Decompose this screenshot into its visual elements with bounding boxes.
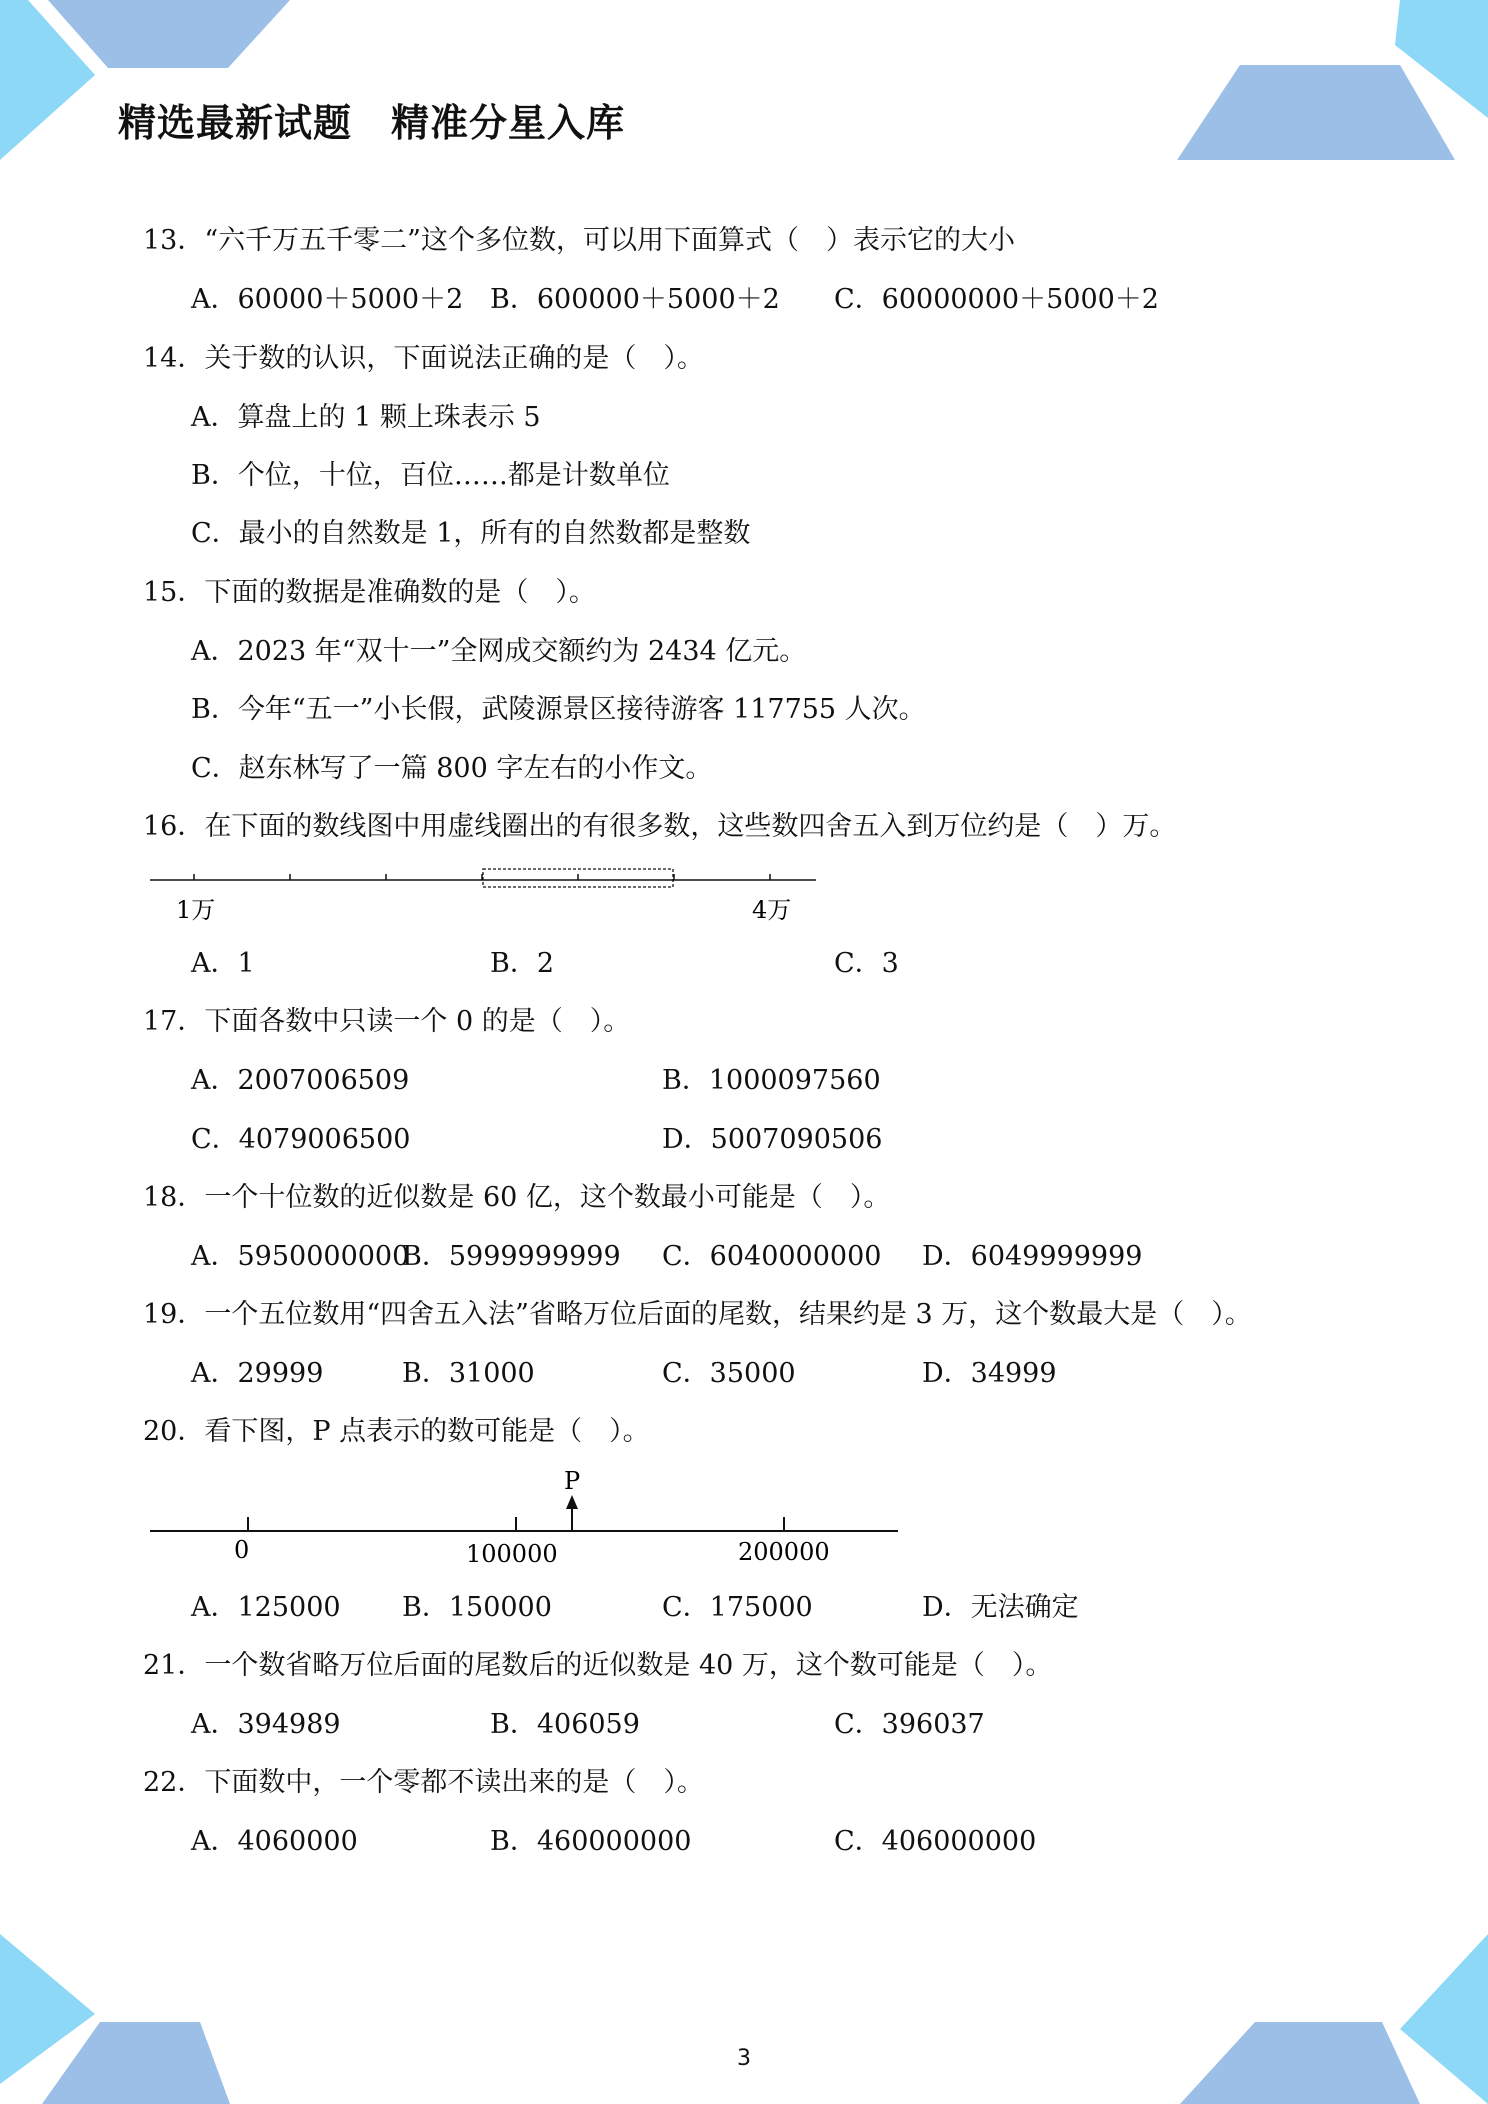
q19-option-b[interactable]: B．31000 [402, 1358, 535, 1389]
question-13: 13．“六千万五千零二”这个多位数，可以用下面算式（ ）表示它的大小 [143, 225, 1015, 256]
tick-label: 200000 [738, 1538, 830, 1566]
q15-option-a[interactable]: A．2023 年“双十一”全网成交额约为 2434 亿元。 [191, 636, 807, 667]
q22-option-c[interactable]: C．406000000 [834, 1826, 1037, 1857]
q15-option-b[interactable]: B．今年“五一”小长假，武陵源景区接待游客 117755 人次。 [191, 694, 926, 725]
q20-option-b[interactable]: B．150000 [402, 1592, 552, 1623]
q21-option-c[interactable]: C．396037 [834, 1709, 985, 1740]
number-line-figure-q16 [148, 858, 828, 928]
question-18: 18．一个十位数的近似数是 60 亿，这个数最小可能是（ ）。 [143, 1182, 891, 1213]
q16-option-a[interactable]: A．1 [191, 948, 255, 979]
left-label: 1万 [176, 896, 216, 924]
q16-option-c[interactable]: C．3 [834, 948, 899, 979]
q17-option-c[interactable]: C．4079006500 [191, 1124, 411, 1155]
q13-option-b[interactable]: B．600000＋5000＋2 [490, 284, 780, 315]
q13-option-c[interactable]: C．60000000＋5000＋2 [834, 284, 1159, 315]
q20-option-d[interactable]: D．无法确定 [922, 1592, 1079, 1623]
q16-option-b[interactable]: B．2 [490, 948, 555, 979]
question-17: 17．下面各数中只读一个 0 的是（ ）。 [143, 1006, 631, 1037]
question-16: 16．在下面的数线图中用虚线圈出的有很多数，这些数四舍五入到万位约是（ ）万。 [143, 811, 1177, 842]
q14-option-c[interactable]: C．最小的自然数是 1，所有的自然数都是整数 [191, 518, 751, 549]
q18-option-a[interactable]: A．5950000000 [191, 1241, 410, 1272]
question-19: 19．一个五位数用“四舍五入法”省略万位后面的尾数，结果约是 3 万，这个数最大是（ ）。 [143, 1299, 1252, 1330]
corner-decoration-bottom [0, 1934, 1488, 2104]
point-p-label: P [564, 1467, 581, 1495]
question-22: 22．下面数中，一个零都不读出来的是（ ）。 [143, 1767, 704, 1798]
q21-option-b[interactable]: B．406059 [490, 1709, 640, 1740]
q22-option-a[interactable]: A．4060000 [191, 1826, 358, 1857]
q18-option-c[interactable]: C．6040000000 [662, 1241, 882, 1272]
q17-option-a[interactable]: A．2007006509 [191, 1065, 410, 1096]
q18-option-d[interactable]: D．6049999999 [922, 1241, 1143, 1272]
right-label: 4万 [752, 896, 792, 924]
q19-option-a[interactable]: A．29999 [191, 1358, 324, 1389]
p-arrow-head [566, 1495, 578, 1509]
q20-option-a[interactable]: A．125000 [191, 1592, 341, 1623]
q20-option-c[interactable]: C．175000 [662, 1592, 813, 1623]
question-20: 20．看下图，P 点表示的数可能是（ ）。 [143, 1416, 650, 1447]
q22-option-b[interactable]: B．460000000 [490, 1826, 692, 1857]
q19-option-c[interactable]: C．35000 [662, 1358, 796, 1389]
question-14: 14．关于数的认识，下面说法正确的是（ ）。 [143, 343, 704, 374]
q14-option-b[interactable]: B．个位，十位，百位……都是计数单位 [191, 460, 670, 491]
header-title: 精选最新试题 精准分星入库 [118, 101, 626, 145]
q21-option-a[interactable]: A．394989 [191, 1709, 341, 1740]
tick-label: 0 [234, 1536, 250, 1564]
tick-label: 100000 [466, 1540, 558, 1568]
q13-option-a[interactable]: A．60000＋5000＋2 [191, 284, 464, 315]
question-21: 21．一个数省略万位后面的尾数后的近似数是 40 万，这个数可能是（ ）。 [143, 1650, 1053, 1681]
q18-option-b[interactable]: B．5999999999 [402, 1241, 621, 1272]
q14-option-a[interactable]: A．算盘上的 1 颗上珠表示 5 [191, 402, 541, 433]
number-line-figure-q20 [148, 1465, 908, 1580]
q19-option-d[interactable]: D．34999 [922, 1358, 1057, 1389]
page-number: 3 [737, 2046, 751, 2071]
q17-option-d[interactable]: D．5007090506 [662, 1124, 883, 1155]
q15-option-c[interactable]: C．赵东林写了一篇 800 字左右的小作文。 [191, 753, 713, 784]
question-15: 15．下面的数据是准确数的是（ ）。 [143, 577, 596, 608]
q17-option-b[interactable]: B．1000097560 [662, 1065, 881, 1096]
